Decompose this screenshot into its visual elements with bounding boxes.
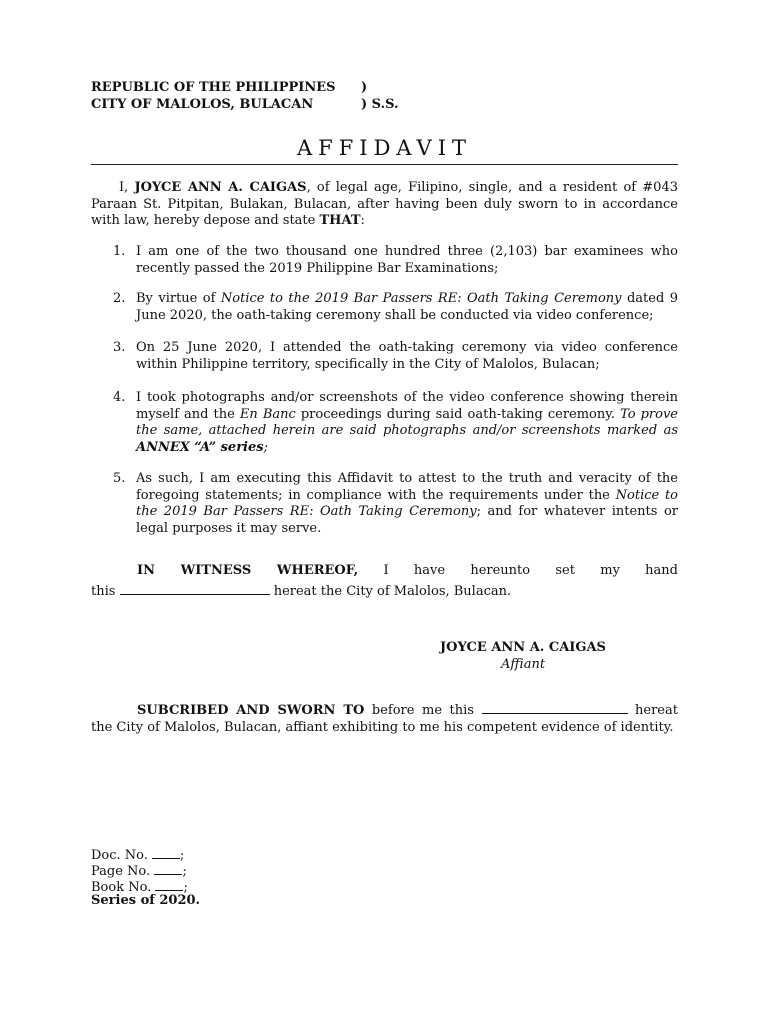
- date-blank: [120, 582, 270, 595]
- item-text: [136, 291, 678, 324]
- intro-that: THAT: [319, 213, 361, 228]
- item-text-part: I took photographs and/or screenshots of the video conference showing therein myself and the: [136, 390, 678, 422]
- jurat-text: before me this: [364, 703, 482, 718]
- witness-line-1: [137, 563, 678, 580]
- item-text-part: ; and for whatever intents or legal purposes it may serve.: [136, 504, 678, 536]
- item-text-part: dated 9 June 2020, the oath-taking ceremony shall be conducted via video conference;: [136, 291, 678, 323]
- intro-lead: I,: [119, 180, 135, 195]
- venue-paren-1: ): [361, 80, 368, 95]
- item-number: 4.: [113, 390, 126, 405]
- item-text-part: ;: [263, 439, 268, 455]
- witness-text-2: hereat the City of Malolos, Bulacan.: [269, 584, 512, 599]
- jurat-line-1: [137, 701, 678, 720]
- item-text: [136, 471, 678, 537]
- book-no-label: Book No.: [91, 880, 152, 895]
- document-title: AFFIDAVIT: [296, 136, 473, 160]
- witness-lead: IN WITNESS WHEREOF,: [137, 563, 359, 578]
- item-number: 2.: [113, 291, 126, 306]
- en-banc-text: En Banc: [239, 406, 296, 422]
- item-number: 3.: [113, 340, 126, 355]
- affiant-name-inline: JOYCE ANN A. CAIGAS: [134, 180, 307, 195]
- doc-no-end: ;: [180, 848, 185, 863]
- page-no-end: ;: [182, 864, 187, 879]
- notice-title: Notice to the 2019 Bar Passers RE: Oath Taking Ceremony: [136, 487, 679, 519]
- item-text: On 25 June 2020, I attended the oath-taking ceremony via video conference within Philippine territory, specifically in the City of Malolos, Bulacan;: [136, 340, 678, 372]
- item-text-part: proceedings during said oath-taking ceremony.: [295, 406, 621, 422]
- item-text-part: As such, I am executing this Affidavit to attest to the truth and veracity of the foregoing statements; in compliance with the requirements under the: [136, 471, 678, 503]
- annex-label: ANNEX “A” series: [136, 439, 264, 455]
- affiant-label: Affiant: [500, 657, 546, 672]
- item-text: I am one of the two thousand one hundred three (2,103) bar examinees who recently passed the 2019 Philippine Bar Examinations;: [136, 244, 678, 276]
- doc-no-label: Doc. No.: [91, 848, 148, 863]
- item-number: 1.: [113, 244, 126, 259]
- affiant-signature-name: JOYCE ANN A. CAIGAS: [440, 640, 606, 655]
- list-item: [113, 244, 678, 277]
- intro-text: , of legal age, Filipino, single, and a resident of #043 Paraan St. Pitpitan, Bulakan, Bulacan, after having been duly sworn to in accordance with law, hereby depose and state: [91, 180, 678, 228]
- title-underline: [91, 164, 678, 165]
- venue-country: REPUBLIC OF THE PHILIPPINES: [91, 80, 336, 95]
- intro-paragraph: [91, 180, 678, 230]
- venue-line-1: [91, 79, 368, 96]
- page-no-blank: [154, 862, 182, 875]
- item-text: [136, 390, 678, 456]
- venue-ss: ) S.S.: [361, 97, 399, 112]
- item-number: 5.: [113, 471, 126, 486]
- jurat-lead: SUBCRIBED AND SWORN TO: [137, 703, 365, 718]
- book-no-end: ;: [183, 880, 188, 895]
- series-label: Series of 2020.: [91, 893, 201, 908]
- list-item: [113, 291, 678, 324]
- item-text-part: By virtue of: [136, 291, 221, 306]
- list-item: [113, 471, 678, 537]
- list-item: [113, 390, 678, 456]
- witness-text: I have hereunto set my hand: [358, 563, 678, 578]
- list-item: [113, 340, 678, 373]
- jurat-date-blank: [482, 701, 628, 714]
- doc-no-blank: [152, 846, 180, 859]
- item-italic-text: To prove the same, attached herein are said photographs and/or screenshots marked as: [136, 406, 679, 438]
- intro-colon: :: [360, 213, 365, 228]
- notice-title: Notice to the 2019 Bar Passers RE: Oath Taking Ceremony: [220, 291, 622, 306]
- venue-city: CITY OF MALOLOS, BULACAN: [91, 97, 314, 112]
- witness-this: this: [91, 584, 116, 599]
- jurat-line-2: the City of Malolos, Bulacan, affiant exhibiting to me his competent evidence of identity.: [91, 720, 674, 735]
- book-no-blank: [155, 878, 183, 891]
- witness-line-2: [91, 582, 678, 601]
- jurat-hereat: hereat: [627, 703, 678, 718]
- venue-line-2: [91, 96, 399, 113]
- page-no-label: Page No.: [91, 864, 151, 879]
